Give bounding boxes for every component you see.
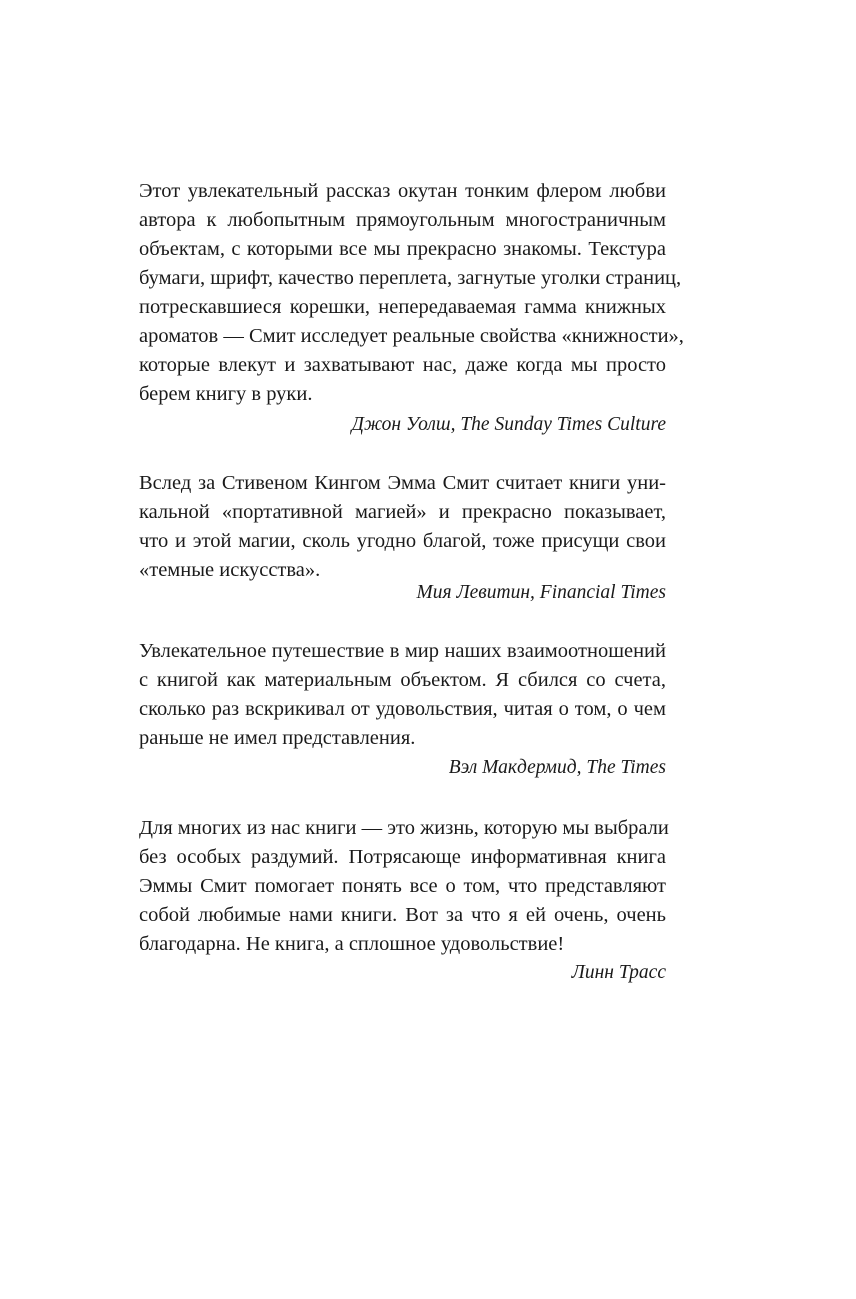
review-1-line-4: бумаги, шрифт, качество переплета, загнутые уголки страниц, — [139, 267, 682, 289]
review-2-text — [139, 469, 666, 585]
review-3-line-3: сколько раз вскрикивал от удовольствия, читая о том, о чем — [139, 698, 666, 720]
review-3-attribution: Вэл Макдермид, The Times — [448, 757, 666, 778]
review-4-line-3: Эммы Смит помогает понять все о том, что представляют — [139, 875, 666, 897]
review-1-line-6: ароматов — Смит исследует реальные свойства «книжности», — [139, 325, 684, 347]
review-1-attribution: Джон Уолш, The Sunday Times Culture — [351, 414, 666, 435]
review-1-line-1: Этот увлекательный рассказ окутан тонким флером любви — [139, 180, 666, 202]
review-1-line-3: объектам, с которыми все мы прекрасно знакомы. Текстура — [139, 238, 666, 260]
review-4-line-2: без особых раздумий. Потрясающе информативная книга — [139, 846, 666, 868]
review-4-line-1: Для многих из нас книги — это жизнь, которую мы выбрали — [139, 817, 669, 839]
review-4-line-5: благодарна. Не книга, а сплошное удовольствие! — [139, 933, 565, 955]
review-1-line-8: берем книгу в руки. — [139, 383, 313, 405]
review-4-line-4: собой любимые нами книги. Вот за что я ей очень, очень — [139, 904, 666, 926]
review-1-line-5: потрескавшиеся корешки, непередаваемая гамма книжных — [139, 296, 666, 318]
review-3-text — [139, 637, 666, 753]
review-2-attribution: Мия Левитин, Financial Times — [416, 582, 666, 603]
review-1-text — [139, 177, 684, 409]
review-4-attribution: Линн Трасс — [571, 962, 666, 983]
review-3-line-1: Увлекательное путешествие в мир наших взаимоотношений — [139, 640, 666, 662]
review-2-line-4: «темные искусства». — [139, 559, 321, 581]
review-1-line-7: которые влекут и захватывают нас, даже когда мы просто — [139, 354, 666, 376]
review-2-line-2: кальной «портативной магией» и прекрасно показывает, — [139, 501, 666, 523]
review-4-text — [139, 814, 669, 959]
review-3-line-2: с книгой как материальным объектом. Я сбился со счета, — [139, 669, 666, 691]
review-2-line-3: что и этой магии, сколь угодно благой, тоже присущи свои — [139, 530, 666, 552]
review-2-line-1: Вслед за Стивеном Кингом Эмма Смит считает книги уни- — [139, 472, 666, 494]
review-3-line-4: раньше не имел представления. — [139, 727, 416, 749]
review-1-line-2: автора к любопытным прямоугольным многостраничным — [139, 209, 666, 231]
